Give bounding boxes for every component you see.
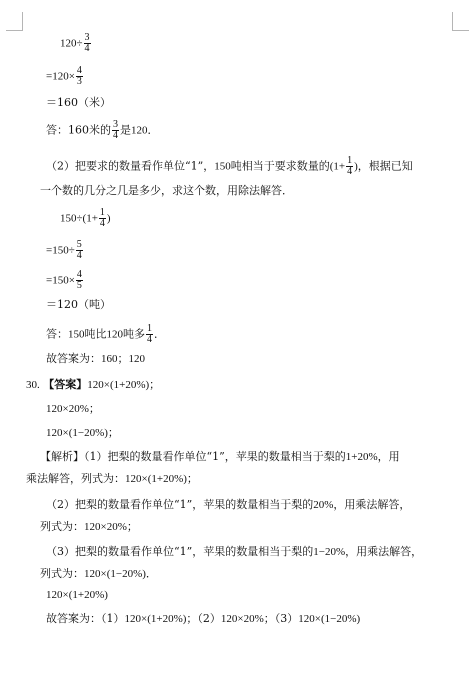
answer-number: 150 [68, 328, 85, 341]
answer-text: 是 [120, 123, 131, 137]
expression-line [60, 208, 111, 229]
analysis-text: 【解析】（1）把梨的数量看作单位“1”，苹果的数量相当于梨的 [40, 450, 346, 463]
answer-expression-line [46, 426, 119, 440]
fraction [76, 66, 83, 87]
answer-text: 吨多 [123, 327, 145, 341]
explanation-text: 吨相当于要求数量的 [230, 159, 330, 173]
analysis-text: ，用乘法解答， [345, 545, 423, 558]
expression-text: ) [106, 212, 111, 225]
math-paren: (1+ [329, 160, 346, 173]
expression-text: 150÷(1+ [60, 212, 98, 225]
question-number: 30. [26, 379, 40, 391]
answer-bracket-label: 【答案】 [43, 378, 88, 391]
page-corner-mark-top-left [6, 12, 23, 31]
expression-text: =150× [46, 274, 75, 287]
numerator: 4 [76, 269, 82, 280]
final-answer-label: 故答案为： [46, 352, 101, 365]
numerator: 3 [84, 32, 90, 43]
separator: ；（2） [186, 612, 221, 625]
final-answer-value: 120×(1+20%) [124, 613, 187, 625]
expression-line [46, 66, 84, 87]
explanation-line: 一个数的几分之几是多少，求这个数，用除法解答． [40, 184, 293, 197]
denominator: 4 [99, 218, 105, 229]
separator: ； [88, 402, 100, 415]
analysis-expression: 120×20% [84, 521, 127, 533]
analysis-line [46, 545, 422, 559]
final-answer-value: 120×(1−20%) [298, 613, 361, 625]
expression-line [60, 33, 92, 54]
fraction [112, 120, 119, 141]
separator: ；（3） [263, 612, 299, 625]
result-line: ＝120（吨） [46, 298, 111, 311]
answer-text: 160米的 [68, 123, 111, 137]
final-answer-value: 120×20% [220, 613, 264, 625]
expression-text: 120÷ [60, 37, 83, 50]
explanation-number: 150 [214, 160, 231, 173]
denominator: 4 [113, 130, 118, 141]
math-paren: ) [354, 160, 358, 173]
explanation-text: ，根据已知 [357, 159, 413, 173]
answer-line [46, 324, 165, 345]
denominator: 4 [76, 250, 82, 261]
analysis-text: 列式为： [40, 520, 84, 533]
final-answer-line [46, 352, 145, 366]
denominator: 4 [147, 334, 152, 345]
numerator: 1 [99, 207, 105, 218]
fraction [84, 33, 91, 54]
expression-line [46, 240, 84, 261]
answer-text: 答： [46, 123, 68, 137]
fraction [76, 240, 83, 261]
answer-text: ． [154, 327, 165, 341]
analysis-text: ，用乘法解答， [333, 498, 411, 511]
answer-line [46, 120, 159, 141]
answer-expression-line [46, 402, 100, 416]
numerator: 1 [147, 323, 152, 334]
analysis-expression: 20% [313, 499, 334, 511]
numerator: 4 [76, 65, 82, 76]
analysis-line [26, 472, 198, 486]
question-30-answer-line [26, 378, 160, 392]
separator: ； [149, 378, 161, 391]
answer-number: 120 [106, 328, 123, 341]
analysis-text: （3）把梨的数量看作单位“1”，苹果的数量相当于梨的 [46, 545, 314, 558]
separator: ； [107, 426, 119, 439]
analysis-line [46, 498, 410, 512]
answer-number: 120 [131, 124, 148, 137]
final-answer-value: 120 [128, 353, 145, 365]
answer-text: 吨比 [84, 327, 107, 341]
analysis-text: 乘法解答，列式为： [26, 472, 125, 485]
analysis-line [40, 450, 400, 464]
denominator: 3 [76, 76, 82, 87]
separator: ； [126, 520, 138, 533]
answer-text: 答： [46, 327, 68, 341]
final-answer-line [46, 612, 360, 626]
analysis-text: （2）把梨的数量看作单位“1”，苹果的数量相当于梨的 [46, 498, 314, 511]
denominator: 5 [76, 280, 82, 291]
analysis-line [40, 520, 138, 534]
separator: ； [117, 352, 129, 365]
analysis-expression: 1+20% [345, 451, 378, 463]
result-line: ＝160（米） [46, 96, 111, 109]
analysis-expression: 120×(1+20%) [125, 473, 187, 485]
fraction [346, 156, 353, 177]
fraction [146, 324, 153, 345]
expression-text: 120×(1+20%) [46, 589, 108, 601]
numerator: 1 [347, 155, 353, 166]
expression-line [46, 270, 84, 291]
fraction [99, 208, 106, 229]
numerator: 3 [113, 119, 118, 130]
fraction [76, 270, 83, 291]
final-answer-label: 故答案为：（1） [46, 612, 125, 625]
answer-expression: 120×(1−20%) [46, 427, 108, 439]
explanation-line [46, 156, 413, 177]
page-corner-mark-top-right [452, 12, 469, 31]
final-answer-value: 160 [101, 353, 118, 365]
analysis-line [40, 567, 157, 581]
answer-text: ． [147, 123, 159, 137]
analysis-text: 列式为： [40, 567, 84, 580]
numerator: 5 [76, 239, 82, 250]
separator: ； [186, 472, 198, 485]
denominator: 4 [84, 43, 90, 54]
analysis-text: ，用 [377, 450, 400, 463]
separator: ． [145, 567, 157, 580]
analysis-expression: 1−20% [313, 546, 346, 558]
expression-text: =150÷ [46, 244, 75, 257]
denominator: 4 [347, 166, 353, 177]
expression-text: =120× [46, 70, 75, 83]
answer-expression: 120×20% [46, 403, 89, 415]
explanation-text: （2）把要求的数量看作单位“1”， [46, 159, 215, 173]
expression-line [46, 588, 108, 602]
analysis-expression: 120×(1−20%) [84, 568, 146, 580]
answer-expression: 120×(1+20%) [87, 379, 150, 391]
